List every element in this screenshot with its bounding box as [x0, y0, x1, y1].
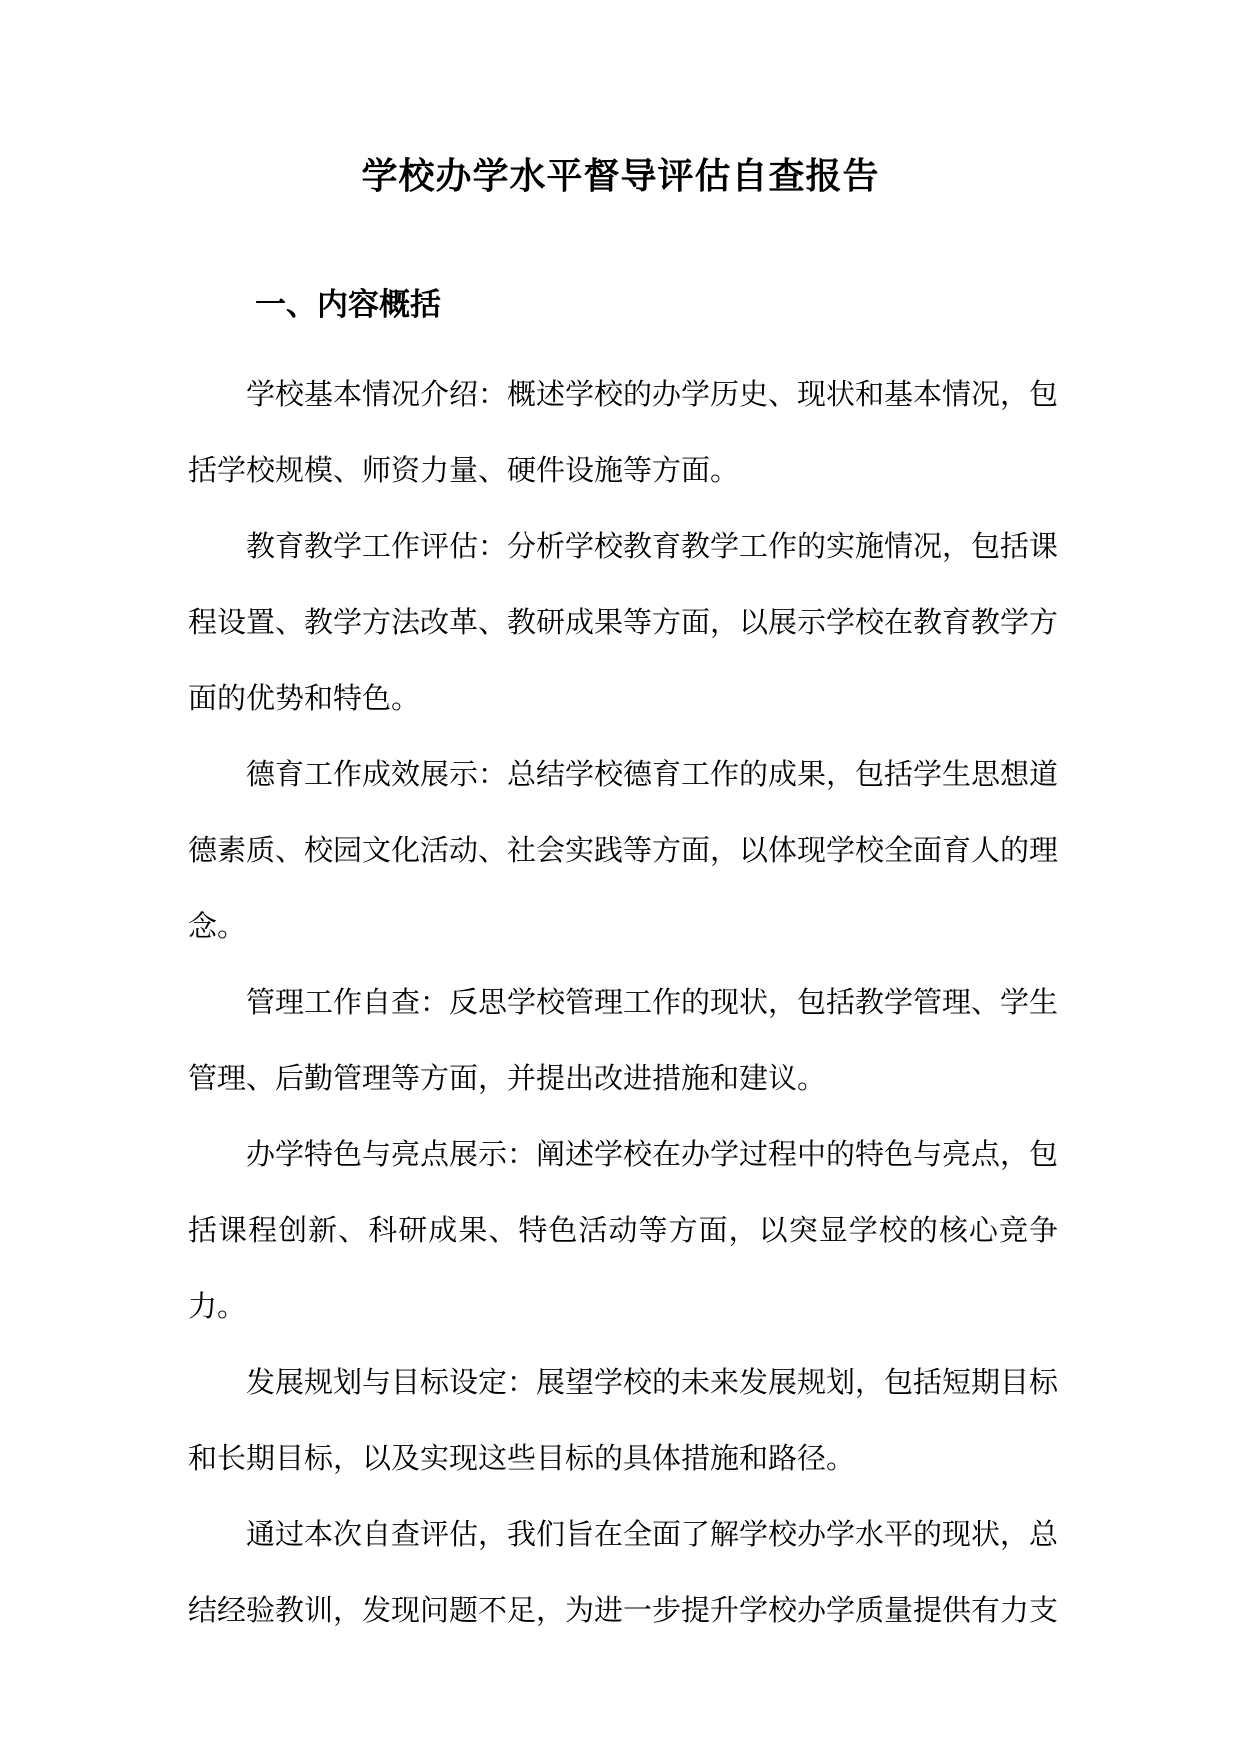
paragraph-development-plan: 发展规划与目标设定：展望学校的未来发展规划，包括短期目标和长期目标，以及实现这些目标的具体措施和路径。 [188, 1365, 1059, 1475]
paragraph-moral-education: 德育工作成效展示：总结学校德育工作的成果，包括学生思想道德素质、校园文化活动、社会实践等方面，以体现学校全面育人的理念。 [188, 757, 1059, 943]
paragraph-conclusion: 通过本次自查评估，我们旨在全面了解学校办学水平的现状，总结经验教训，发现问题不足，为进一步提升学校办学质量提供有力支 [188, 1517, 1059, 1627]
paragraph-teaching-evaluation: 教育教学工作评估：分析学校教育教学工作的实施情况，包括课程设置、教学方法改革、教研成果等方面，以展示学校在教育教学方面的优势和特色。 [188, 529, 1059, 715]
body-text [188, 356, 1058, 1648]
paragraph-school-overview: 学校基本情况介绍：概述学校的办学历史、现状和基本情况，包括学校规模、师资力量、硬件设施等方面。 [188, 377, 1059, 487]
document-title: 学校办学水平督导评估自查报告 [361, 155, 880, 197]
paragraph-management-review: 管理工作自查：反思学校管理工作的现状，包括教学管理、学生管理、后勤管理等方面，并提出改进措施和建议。 [188, 985, 1059, 1095]
paragraph-school-features: 办学特色与亮点展示：阐述学校在办学过程中的特色与亮点，包括课程创新、科研成果、特色活动等方面，以突显学校的核心竞争力。 [188, 1137, 1059, 1323]
section-heading: 一、内容概括 [255, 287, 441, 323]
